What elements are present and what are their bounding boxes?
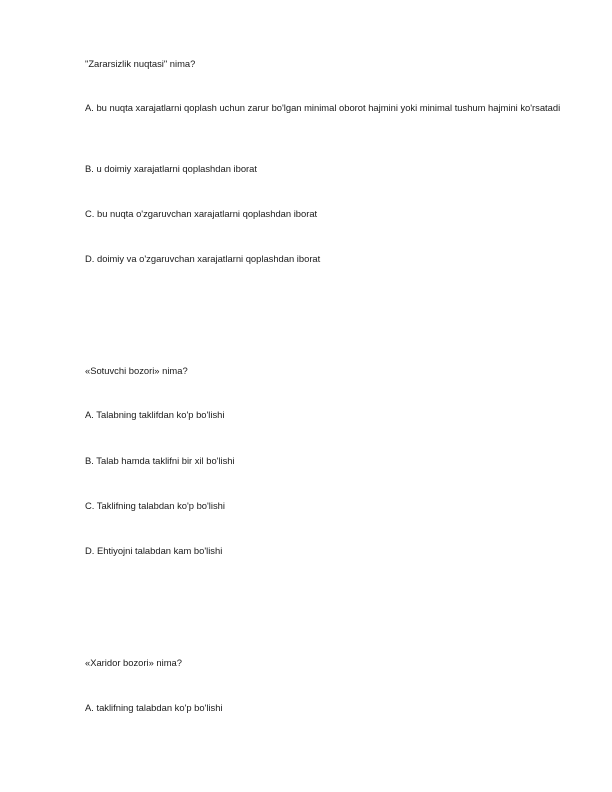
question-2-option-d: D. Ehtiyojni talabdan kam bo'lishi (85, 545, 223, 556)
question-1-option-c: C. bu nuqta o'zgaruvchan xarajatlarni qoplashdan iborat (85, 208, 318, 219)
question-1-option-b: B. u doimiy xarajatlarni qoplashdan iborat (85, 163, 257, 174)
question-1-option-d: D. doimiy va o'zgaruvchan xarajatlarni qoplashdan iborat (85, 253, 321, 264)
question-2-option-c: C. Taklifning talabdan ko'p bo'lishi (85, 500, 225, 511)
question-2-option-a: A. Talabning taklifdan ko'p bo'lishi (85, 409, 225, 420)
question-2-option-b: B. Talab hamda taklifni bir xil bo'lishi (85, 455, 235, 466)
question-1-text: "Zararsizlik nuqtasi" nima? (85, 58, 196, 69)
question-3-text: «Xaridor bozori» nima? (85, 657, 182, 668)
question-1-option-a: A. bu nuqta xarajatlarni qoplash uchun zarur bo'lgan minimal oborot hajmini yoki minimal tushum hajmini ko'rsatadi (85, 102, 561, 113)
question-2-text: «Sotuvchi bozori» nima? (85, 365, 188, 376)
question-3-option-a: A. taklifning talabdan ko'p bo'lishi (85, 702, 223, 713)
